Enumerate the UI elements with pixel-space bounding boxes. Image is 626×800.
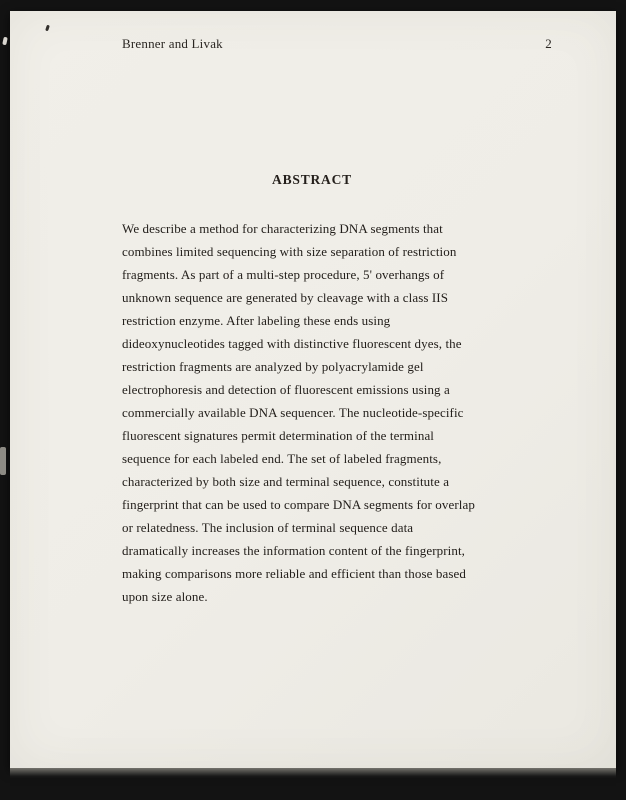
body-line: or relatedness. The inclusion of terminal sequence data <box>122 520 414 535</box>
page-number: 2 <box>545 36 552 51</box>
body-line: making comparisons more reliable and efficient than those based <box>122 566 466 581</box>
paper-bottom-shadow <box>10 768 616 778</box>
scan-edge-light-leak <box>0 447 6 475</box>
scan-artifact-icon <box>2 37 8 46</box>
body-line: We describe a method for characterizing DNA segments that <box>122 221 443 236</box>
body-line: commercially available DNA sequencer. The nucleotide-specific <box>122 405 464 420</box>
body-line: upon size alone. <box>122 589 208 604</box>
body-line: unknown sequence are generated by cleavage with a class IIS <box>122 290 449 305</box>
body-line: fragments. As part of a multi-step procedure, 5' overhangs of <box>122 267 445 282</box>
author-line: Brenner and Livak <box>122 36 223 51</box>
body-line: restriction enzyme. After labeling these ends using <box>122 313 391 328</box>
page-header <box>122 36 552 52</box>
body-line: dramatically increases the information content of the fingerprint, <box>122 543 466 558</box>
abstract-title: ABSTRACT <box>272 172 352 187</box>
body-line: fluorescent signatures permit determination of the terminal <box>122 428 435 443</box>
document-page <box>10 11 616 768</box>
body-line: sequence for each labeled end. The set of labeled fragments, <box>122 451 442 466</box>
body-line: restriction fragments are analyzed by polyacrylamide gel <box>122 359 424 374</box>
abstract-body <box>122 217 522 608</box>
body-line: electrophoresis and detection of fluorescent emissions using a <box>122 382 450 397</box>
body-line: combines limited sequencing with size separation of restriction <box>122 244 457 259</box>
body-line: characterized by both size and terminal sequence, constitute a <box>122 474 450 489</box>
body-line: dideoxynucleotides tagged with distinctive fluorescent dyes, the <box>122 336 462 351</box>
ink-smudge-icon <box>45 25 50 32</box>
body-line: fingerprint that can be used to compare DNA segments for overlap <box>122 497 475 512</box>
